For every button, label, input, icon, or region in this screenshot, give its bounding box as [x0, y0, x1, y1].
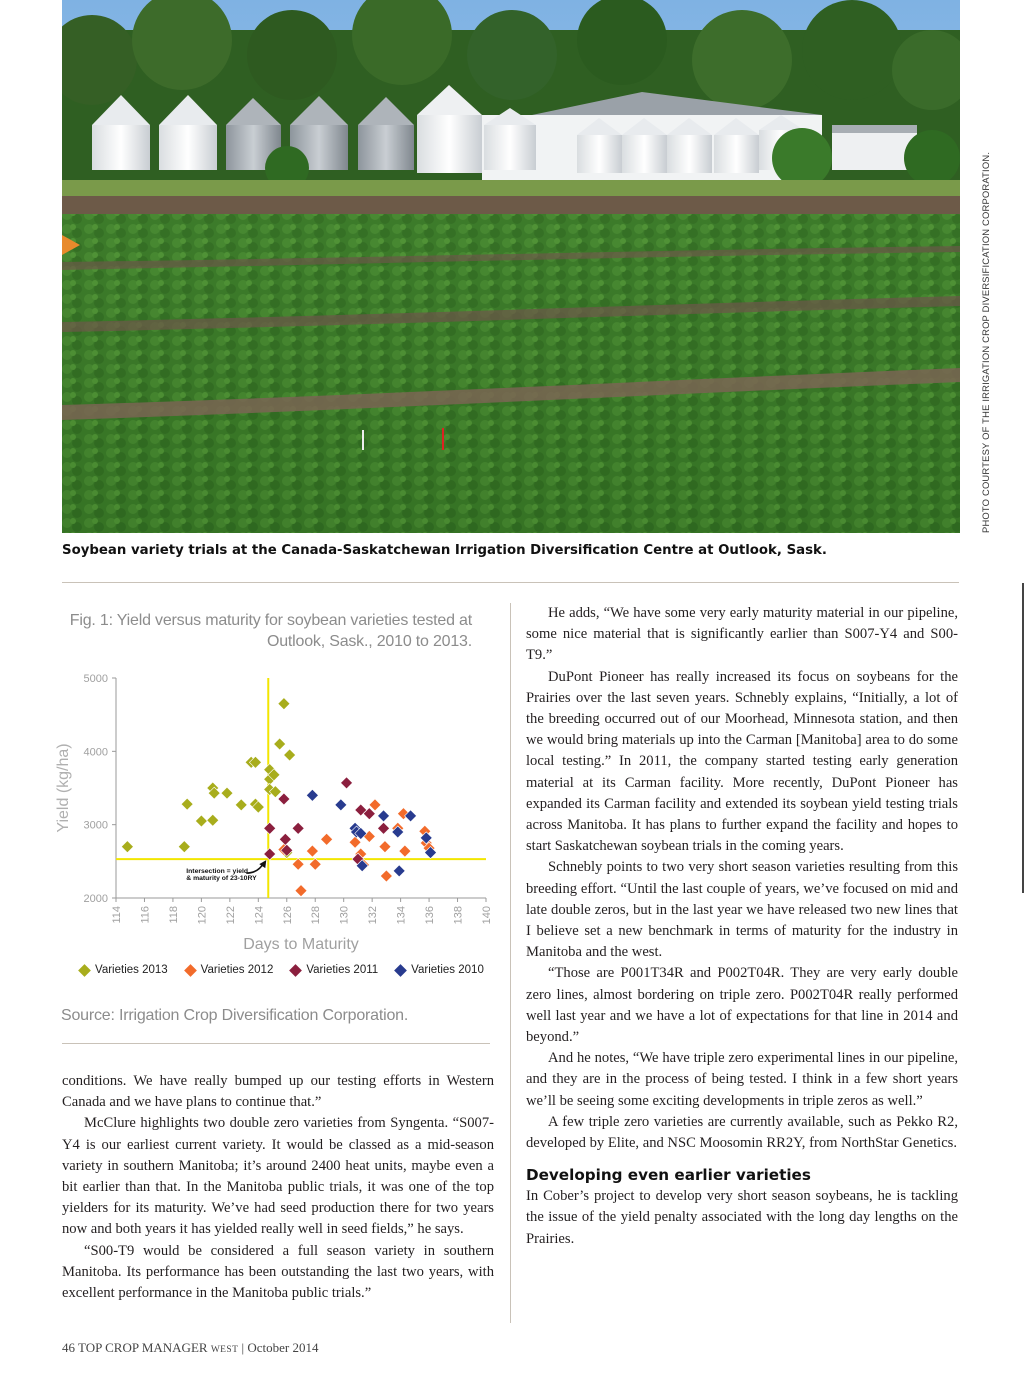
yield-maturity-chart — [52, 670, 502, 960]
legend-label-2010: Varieties 2010 — [411, 964, 484, 976]
legend-item-2011 — [291, 964, 378, 976]
issue-date: October 2014 — [247, 1340, 319, 1355]
x-tick-label: 118 — [167, 906, 180, 924]
right-paragraph-5: And he notes, “We have triple zero experimental lines in our pipeline, and they are in the process of being tested. I think in a few short years we’ll be seeing some exciting developments in triple zeros as well.” — [526, 1050, 958, 1109]
figure-title-line2: Outlook, Sask., 2010 to 2013. — [266, 633, 472, 650]
data-point-varieties-2013 — [178, 841, 190, 853]
data-point-varieties-2011 — [378, 822, 390, 834]
data-point-varieties-2011 — [341, 777, 353, 789]
data-point-varieties-2013 — [274, 738, 286, 750]
x-tick-label: 130 — [338, 906, 351, 925]
photo-caption: Soybean variety trials at the Canada-Saskatchewan Irrigation Diversification Centre at Outlook, Sask. — [62, 543, 827, 558]
data-points — [121, 698, 436, 897]
data-point-varieties-2011 — [278, 793, 290, 805]
figure-title-line1: Fig. 1: Yield versus maturity for soybean varieties tested at — [69, 612, 472, 629]
left-paragraph-2: McClure highlights two double zero varieties from Syngenta. “S007-Y4 is our earliest current variety. It would be classed as a mid-season variety in southern Manitoba; it’s around 2400 heat units, maybe even a bit earlier than that. In the Manitoba public trials, it was one of the top yielders for its maturity. We’ve had seed production there for two years now and both years it has yielded really well in seed fields,” he says. — [62, 1115, 494, 1238]
legend-item-2012 — [186, 964, 274, 976]
legend-marker-2012 — [184, 964, 197, 977]
data-point-varieties-2013 — [195, 815, 207, 827]
x-tick-label: 128 — [310, 906, 323, 925]
right-paragraph-2: DuPont Pioneer has really increased its focus on soybeans for the Prairies over the last seven years. Schnebly explains, “Initially, a lot of the breeding occurred out of our Moorhead, Minnesota station, and then we would bring materials up into the Carman [Manitoba] area to do some local testing.” In 2011, the company started testing early generation material at its Carman facility. More recently, DuPont Pioneer has expanded its Carman facility and extended its soybean yield testing trials across Manitoba. It has plans to further expand the facility and hopes to start Saskatchewan soybean trials in the coming years. — [526, 668, 958, 855]
page-number: 46 — [62, 1340, 75, 1355]
legend-marker-2010 — [394, 964, 407, 977]
data-point-varieties-2012 — [399, 845, 411, 857]
data-point-varieties-2011 — [292, 822, 304, 834]
data-point-varieties-2012 — [295, 885, 307, 897]
x-tick-label: 122 — [224, 906, 237, 925]
figure-divider — [62, 1043, 490, 1044]
annotation-line2: & maturity of 23-10RY — [186, 875, 257, 883]
data-point-varieties-2013 — [207, 814, 219, 826]
x-tick-label: 114 — [111, 906, 123, 924]
y-axis-label: Yield (kg/ha) — [55, 743, 72, 833]
legend-item-2010 — [396, 964, 484, 976]
x-tick-label: 132 — [367, 906, 380, 925]
x-tick-label: 136 — [424, 906, 437, 925]
right-paragraph-4: “Those are P001T34R and P002T04R. They are very early double zero lines, almost bordering on triple zero. P002T04R really performed well last year and we have a lot of expectations for that line in 2014 and beyond.” — [526, 965, 958, 1046]
left-paragraph-3: “S00-T9 would be considered a full season variety in southern Manitoba. Its performance has been outstanding the last two years, with excellent performance in the Manitoba public trials.” — [62, 1242, 494, 1302]
y-tick-label: 5000 — [83, 673, 108, 685]
legend-marker-2013 — [78, 964, 91, 977]
y-tick-label: 3000 — [83, 819, 108, 832]
x-tick-label: 126 — [281, 906, 294, 925]
page-footer — [62, 1340, 319, 1356]
annotation-layer — [186, 860, 266, 882]
data-point-varieties-2010 — [306, 789, 318, 801]
section-heading: Developing even earlier varieties — [526, 1166, 811, 1185]
publication-name: TOP CROP MANAGER — [78, 1340, 208, 1355]
legend-label-2012: Varieties 2012 — [200, 964, 274, 976]
right-paragraph-3: Schnebly points to two very short season varieties resulting from this breeding effort. “Until the last couple of years, we’ve focused on mid and late double zeros, but in the last year we have released two new lines that I believe set a new benchmark in terms of maturity for the industry in Manitoba and the west. — [526, 859, 958, 961]
data-point-varieties-2010 — [393, 865, 405, 877]
annotation-line1: Intersection = yield — [186, 868, 249, 876]
legend-marker-2011 — [289, 964, 302, 977]
y-tick-label: 4000 — [83, 746, 108, 759]
soybean-trial-photo — [62, 0, 960, 533]
chart-legend — [80, 964, 484, 976]
data-point-varieties-2013 — [284, 749, 296, 761]
left-paragraph-1: conditions. We have really bumped up our testing efforts in Western Canada and we have plans to continue that.” — [62, 1073, 494, 1111]
photo-credit: PHOTO COURTESY OF THE IRRIGATION CROP DIVERSIFICATION CORPORATION. — [980, 151, 991, 533]
legend-item-2013 — [80, 964, 168, 976]
data-point-varieties-2013 — [221, 787, 233, 799]
chart-svg — [52, 670, 502, 955]
data-point-varieties-2012 — [379, 841, 391, 853]
data-point-varieties-2012 — [306, 845, 318, 857]
data-point-varieties-2011 — [279, 833, 291, 845]
figure-title — [62, 610, 472, 652]
data-point-varieties-2012 — [380, 870, 392, 882]
figure-source: Source: Irrigation Crop Diversification Corporation. — [61, 1007, 409, 1024]
left-column — [62, 1071, 494, 1304]
data-point-varieties-2011 — [264, 822, 276, 834]
legend-label-2011: Varieties 2011 — [306, 964, 379, 976]
y-tick-label: 2000 — [83, 893, 108, 905]
x-tick-label: 134 — [395, 906, 408, 925]
x-tick-label: 120 — [196, 906, 209, 925]
data-point-varieties-2010 — [378, 810, 390, 822]
x-tick-label: 116 — [139, 906, 152, 924]
data-point-varieties-2010 — [335, 799, 347, 811]
data-point-varieties-2013 — [278, 698, 290, 710]
right-paragraph-1: He adds, “We have some very early maturity material in our pipeline, some nice material that is significantly earlier than S007-Y4 and S00-T9.” — [526, 605, 958, 664]
footer-separator: | — [241, 1340, 245, 1355]
x-tick-label: 124 — [253, 906, 266, 925]
axis-layer — [55, 673, 493, 953]
x-tick-label: 140 — [481, 906, 493, 925]
section-divider — [62, 582, 959, 583]
x-tick-label: 138 — [452, 906, 465, 925]
x-axis-label: Days to Maturity — [243, 936, 359, 953]
right-paragraph-7: In Cober’s project to develop very short season soybeans, he is tackling the issue of the yield penalty associated with the long day lengths on the Prairies. — [526, 1188, 958, 1247]
right-column — [526, 603, 958, 1250]
data-point-varieties-2013 — [121, 841, 133, 853]
right-paragraph-6: A few triple zero varieties are currently available, such as Pekko R2, developed by Elite, and NSC Moosomin RR2Y, from NorthStar Genetics. — [526, 1113, 958, 1152]
data-point-varieties-2012 — [321, 833, 333, 845]
column-divider — [510, 603, 511, 1323]
publication-edition: WEST — [210, 1345, 239, 1355]
data-point-varieties-2013 — [181, 798, 193, 810]
legend-label-2013: Varieties 2013 — [95, 964, 168, 976]
data-point-varieties-2013 — [235, 799, 247, 811]
